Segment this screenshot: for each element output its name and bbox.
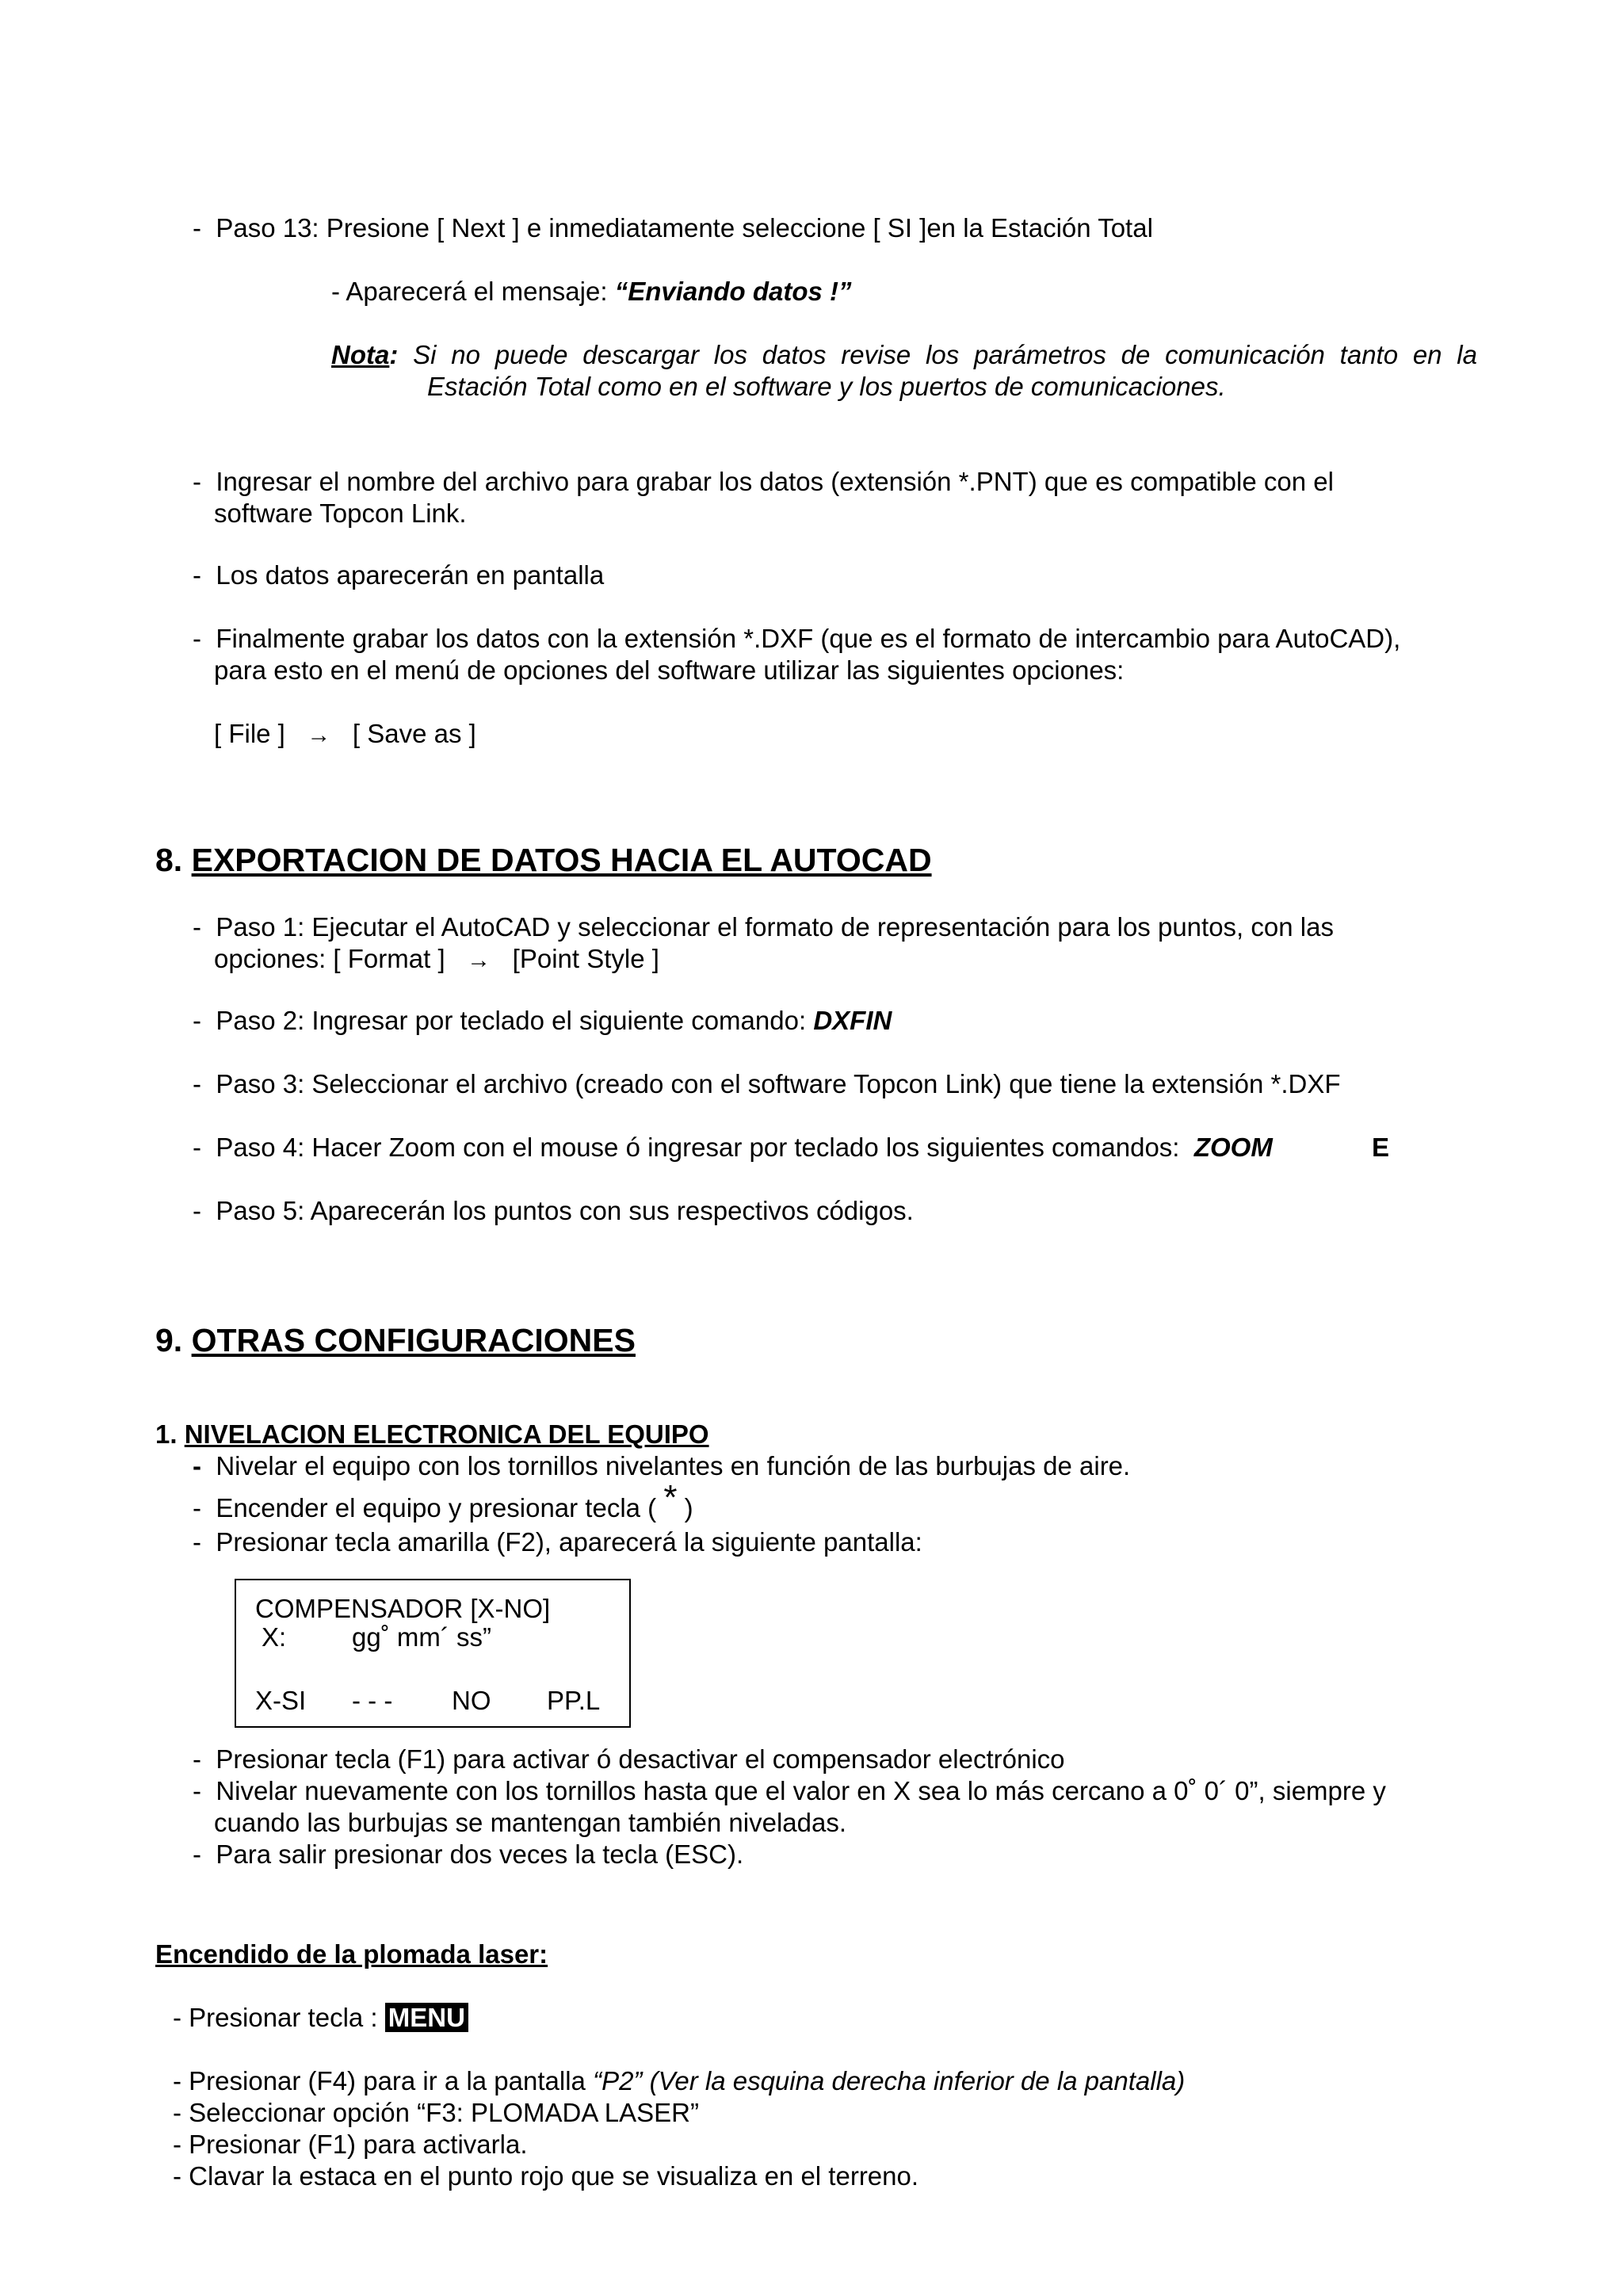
bullet: - (193, 467, 201, 496)
message-value: “Enviando datos !” (614, 277, 852, 306)
lcd-screen (235, 1579, 631, 1728)
bullet: - (193, 1006, 201, 1035)
level-step-5 (193, 1775, 1386, 1807)
level-step-1 (193, 1450, 1130, 1482)
level-step-4-text: Presionar tecla (F1) para activar ó desactivar el compensador electrónico (216, 1744, 1065, 1774)
lcd-softkey-4: PP.L (547, 1686, 601, 1715)
section-9-heading (155, 1320, 636, 1360)
subsection-1-title: NIVELACION ELECTRONICA DEL EQUIPO (184, 1419, 709, 1449)
bullet: - (193, 912, 201, 942)
step13-message (331, 276, 852, 308)
bullet: - (193, 1493, 201, 1522)
section-9-title: OTRAS CONFIGURACIONES (191, 1322, 636, 1358)
section-8-step-5 (193, 1195, 914, 1227)
note-line-2: Estación Total como en el software y los puertos de comunicaciones. (427, 372, 1226, 401)
laser-step-2 (173, 2065, 1185, 2097)
step-4-command-zoom: ZOOM (1193, 1133, 1273, 1162)
lcd-softkey-1: X-SI (255, 1686, 307, 1715)
laser-step-4: - Presionar (F1) para activarla. (173, 2130, 528, 2159)
level-step-3 (193, 1526, 922, 1558)
level-step-1-text: Nivelar el equipo con los tornillos nivelantes en función de las burbujas de aire. (216, 1451, 1131, 1480)
section-8-number: 8. (155, 842, 183, 878)
level-step-6-text: Para salir presionar dos veces la tecla (ESC). (216, 1839, 744, 1869)
level-step-2-close: ) (684, 1493, 693, 1522)
step-5-text: Paso 5: Aparecerán los puntos con sus respectivos códigos. (216, 1196, 914, 1225)
level-step-3-text: Presionar tecla amarilla (F2), aparecerá la siguiente pantalla: (216, 1527, 922, 1557)
step-4-text: Paso 4: Hacer Zoom con el mouse ó ingresar por teclado los siguientes comandos: (216, 1133, 1180, 1162)
download-item-3 (193, 623, 1400, 655)
download-item-2 (193, 560, 604, 591)
note-line-1 (331, 339, 1477, 371)
subsection-1-heading (155, 1419, 709, 1450)
bullet: - (193, 1133, 201, 1162)
download-item-1-cont: software Topcon Link. (214, 499, 467, 528)
level-step-2-text: Encender el equipo y presionar tecla ( (216, 1493, 657, 1522)
level-step-4 (193, 1744, 1065, 1775)
section-9-number: 9. (155, 1322, 183, 1358)
section-8-step-4 (193, 1132, 1273, 1163)
bullet: - (193, 1527, 201, 1557)
bullet: - (193, 624, 201, 653)
section-8-step-3 (193, 1068, 1341, 1100)
level-step-6 (193, 1839, 743, 1870)
menu-key: MENU (385, 2003, 468, 2032)
section-8-title: EXPORTACION DE DATOS HACIA EL AUTOCAD (191, 842, 932, 878)
bullet: - (193, 1196, 201, 1225)
step-1-point-style: [Point Style ] (512, 944, 659, 973)
laser-step-1-text: - Presionar tecla : (173, 2003, 378, 2032)
step-4-command-e: E (1372, 1133, 1390, 1162)
menu-file: [ File ] (214, 719, 285, 748)
menu-save-as: [ Save as ] (352, 719, 476, 748)
download-item-1-text: Ingresar el nombre del archivo para grabar los datos (extensión *.PNT) que es compatible con el (216, 467, 1334, 496)
download-item-2-text: Los datos aparecerán en pantalla (216, 560, 605, 590)
bullet: - (193, 1744, 201, 1774)
download-item-3-cont: para esto en el menú de opciones del software utilizar las siguientes opciones: (214, 655, 1125, 685)
laser-step-5: - Clavar la estaca en el punto rojo que se visualiza en el terreno. (173, 2161, 919, 2191)
star-key: * (663, 1478, 678, 1517)
step-2-text: Paso 2: Ingresar por teclado el siguiente comando: (216, 1006, 807, 1035)
level-step-2 (193, 1478, 693, 1524)
lcd-softkey-3: NO (452, 1686, 491, 1715)
lcd-x-value: gg˚ mm´ ss” (352, 1622, 491, 1652)
level-step-5-cont: cuando las burbujas se mantengan también niveladas. (214, 1808, 847, 1837)
level-step-5-text: Nivelar nuevamente con los tornillos hasta que el valor en X sea lo más cercano a 0˚ 0´ 0”, siempre y (216, 1776, 1386, 1805)
section-8-step-2 (193, 1005, 892, 1037)
laser-step-1 (173, 2002, 468, 2034)
laser-step-3: - Seleccionar opción “F3: PLOMADA LASER” (173, 2098, 699, 2127)
bullet: - (193, 1776, 201, 1805)
note-text-1: Si no puede descargar los datos revise los parámetros de comunicación tanto en la (413, 340, 1477, 369)
lcd-softkey-2: - - - (352, 1686, 393, 1715)
download-item-3-text: Finalmente grabar los datos con la extensión *.DXF (que es el formato de intercambio para AutoCAD), (216, 624, 1401, 653)
step-2-command: DXFIN (813, 1006, 892, 1035)
lcd-x-label: X: (262, 1622, 287, 1652)
step-1-format: opciones: [ Format ] (214, 944, 445, 973)
bullet: - (193, 213, 201, 243)
section-8-heading (155, 840, 932, 880)
arrow-right-icon: → (307, 722, 331, 748)
step13-line (193, 212, 1153, 244)
bullet: - (193, 560, 201, 590)
laser-step-2-text: - Presionar (F4) para ir a la pantalla (173, 2066, 586, 2095)
bullet: - (193, 1451, 201, 1480)
bullet: - (193, 1839, 201, 1869)
menu-path (214, 718, 476, 751)
section-8-step-1 (193, 911, 1334, 943)
bullet: - (193, 1069, 201, 1098)
note-label: Nota (331, 340, 390, 369)
step13-text: Paso 13: Presione [ Next ] e inmediatamente seleccione [ SI ]en la Estación Total (216, 213, 1153, 243)
arrow-right-icon: → (467, 947, 491, 973)
step-1-text: Paso 1: Ejecutar el AutoCAD y seleccionar el formato de representación para los puntos, con las (216, 912, 1334, 942)
section-8-step-1-cont (214, 943, 659, 976)
step-3-text: Paso 3: Seleccionar el archivo (creado con el software Topcon Link) que tiene la extensión *.DXF (216, 1069, 1341, 1098)
lcd-title: COMPENSADOR [X-NO] (255, 1594, 551, 1623)
subsection-1-number: 1. (155, 1419, 178, 1449)
laser-step-2-italic: “P2” (Ver la esquina derecha inferior de la pantalla) (593, 2066, 1186, 2095)
note-colon: : (389, 340, 399, 369)
message-prefix: - Aparecerá el mensaje: (331, 277, 608, 306)
download-item-1 (193, 466, 1334, 498)
laser-heading: Encendido de la plomada laser: (155, 1939, 548, 1969)
